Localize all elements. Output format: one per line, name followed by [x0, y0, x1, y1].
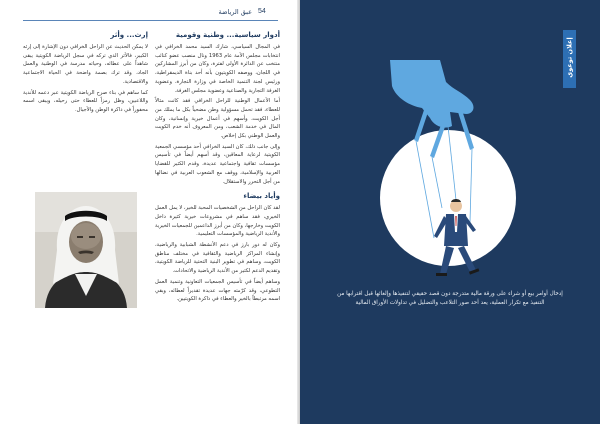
- main-column: [155, 30, 280, 306]
- paragraph: وكان له دور بارز في دعم الأنشطة الشبابية والرياضية، وإنشاء المراكز الرياضية والثقافية في مختلف مناطق الكويت، وساهم في تطوير البنية التحتية للرياضة الكويتية، وتقديم الدعم لكثير من الأندية الرياضية والاتحادات.: [155, 242, 280, 275]
- page-number: 54: [258, 8, 266, 15]
- paragraph: لقد كان الراحل من الشخصيات المحبة للخير، لا يمل العمل الخيري، فقد ساهم في مشروعات خيرية كثيرة داخل الكويت وخارجها، وكان من أبرز الداعمين للجمعيات الخيرية والأندية الرياضية والمؤسسات التعليمية.: [155, 205, 280, 238]
- section-heading-political: أدوار سياسية... وطنية وقومية: [175, 31, 280, 39]
- paragraph: أما الأعمال الوطنية للراحل الخرافي فقد كانت مثالاً للعطاء، فقد تحمل مسؤولية وطن مضحياً بكل ما يملك من أجل الكويت، وأسهم في أعمال خيرية وإنسانية، وكان المال في خدمة الشعب، ومن المعروف أنه خدم الكويت والعمل الوطني بكل إخلاص.: [155, 98, 280, 140]
- paragraph: وساهم أيضاً في تأسيس الجمعيات التعاونية وتنمية العمل التطوعي، وقد كرّمته جهات عديدة تقديراً لعطائه، وبقي اسمه مرتبطاً بالخير والعطاء في ذاكرة الكويتيين.: [155, 278, 280, 303]
- header-rule: [23, 20, 278, 21]
- paragraph: لا يمكن الحديث عن الراحل الخرافي دون الإشارة إلى إرثه الكبير، فالأثر الذي تركه في سجل الرياضة الكويتية يبقى شاهداً على عطائه، وحياته مدرسة في الوطنية والعمل الجاد، وقد ترك بصمة واضحة في الحياة الاجتماعية والاقتصادية.: [23, 44, 148, 85]
- running-head: عبق الرياضة: [218, 8, 252, 16]
- paragraph: كما ساهم في بناء صرح الرياضة الكويتية عبر دعمه للأندية واللاعبين، وظل رمزاً للعطاء حتى رحيله، ويبقى اسمه محفوراً في ذاكرة الوطن والأجيال.: [23, 89, 148, 113]
- portrait-photo: [35, 192, 137, 308]
- side-column: [23, 30, 148, 117]
- paragraph: في المجال السياسي، شارك السيد محمد الخرافي في انتخابات مجلس الأمة عام 1963 ونال منصب عضو كنائب منتخب عن الدائرة الأولى لفترة، وكان من أبرز المشاركين في اللجان، ووصفه الكويتيون بأنه أحد بناة الديمقراطية، ورئيس لجنة التنمية الخاصة في وزارة التجارة، وعضوية الغرفة التجارية والصناعية وعضوية مجلس الغرفة.: [155, 44, 280, 94]
- paragraph: وإلى جانب ذلك، كان السيد الخرافي أحد مؤسسي الجمعية الكويتية لرعاية المعاقين، وقد أسهم أيضاً في تأسيس مؤسسات ثقافية واجتماعية عديدة، وقدم الكثير للقضايا العربية والإسلامية، ووقف مع الشعوب العربية في نضالها من أجل التحرر والاستقلال.: [155, 143, 280, 185]
- section-heading-charity: وأياد بيضاء: [243, 192, 280, 201]
- awareness-caption: إدخال أوامر بيع أو شراء على ورقة مالية متدرجة دون قصد حقيقي لتنفيذها وإلغائها قبل اقترابها من التنفيذ مع تكرار العملية، يعد أحد صور التلاعب والتضليل في تداولات الأوراق المالية: [337, 291, 563, 306]
- puppet-illustration: [330, 60, 570, 290]
- section-heading-legacy: إرث... وأثر: [110, 31, 148, 39]
- section-tab-label: إعلان توعوي: [565, 37, 574, 78]
- portrait-illustration: [35, 192, 137, 308]
